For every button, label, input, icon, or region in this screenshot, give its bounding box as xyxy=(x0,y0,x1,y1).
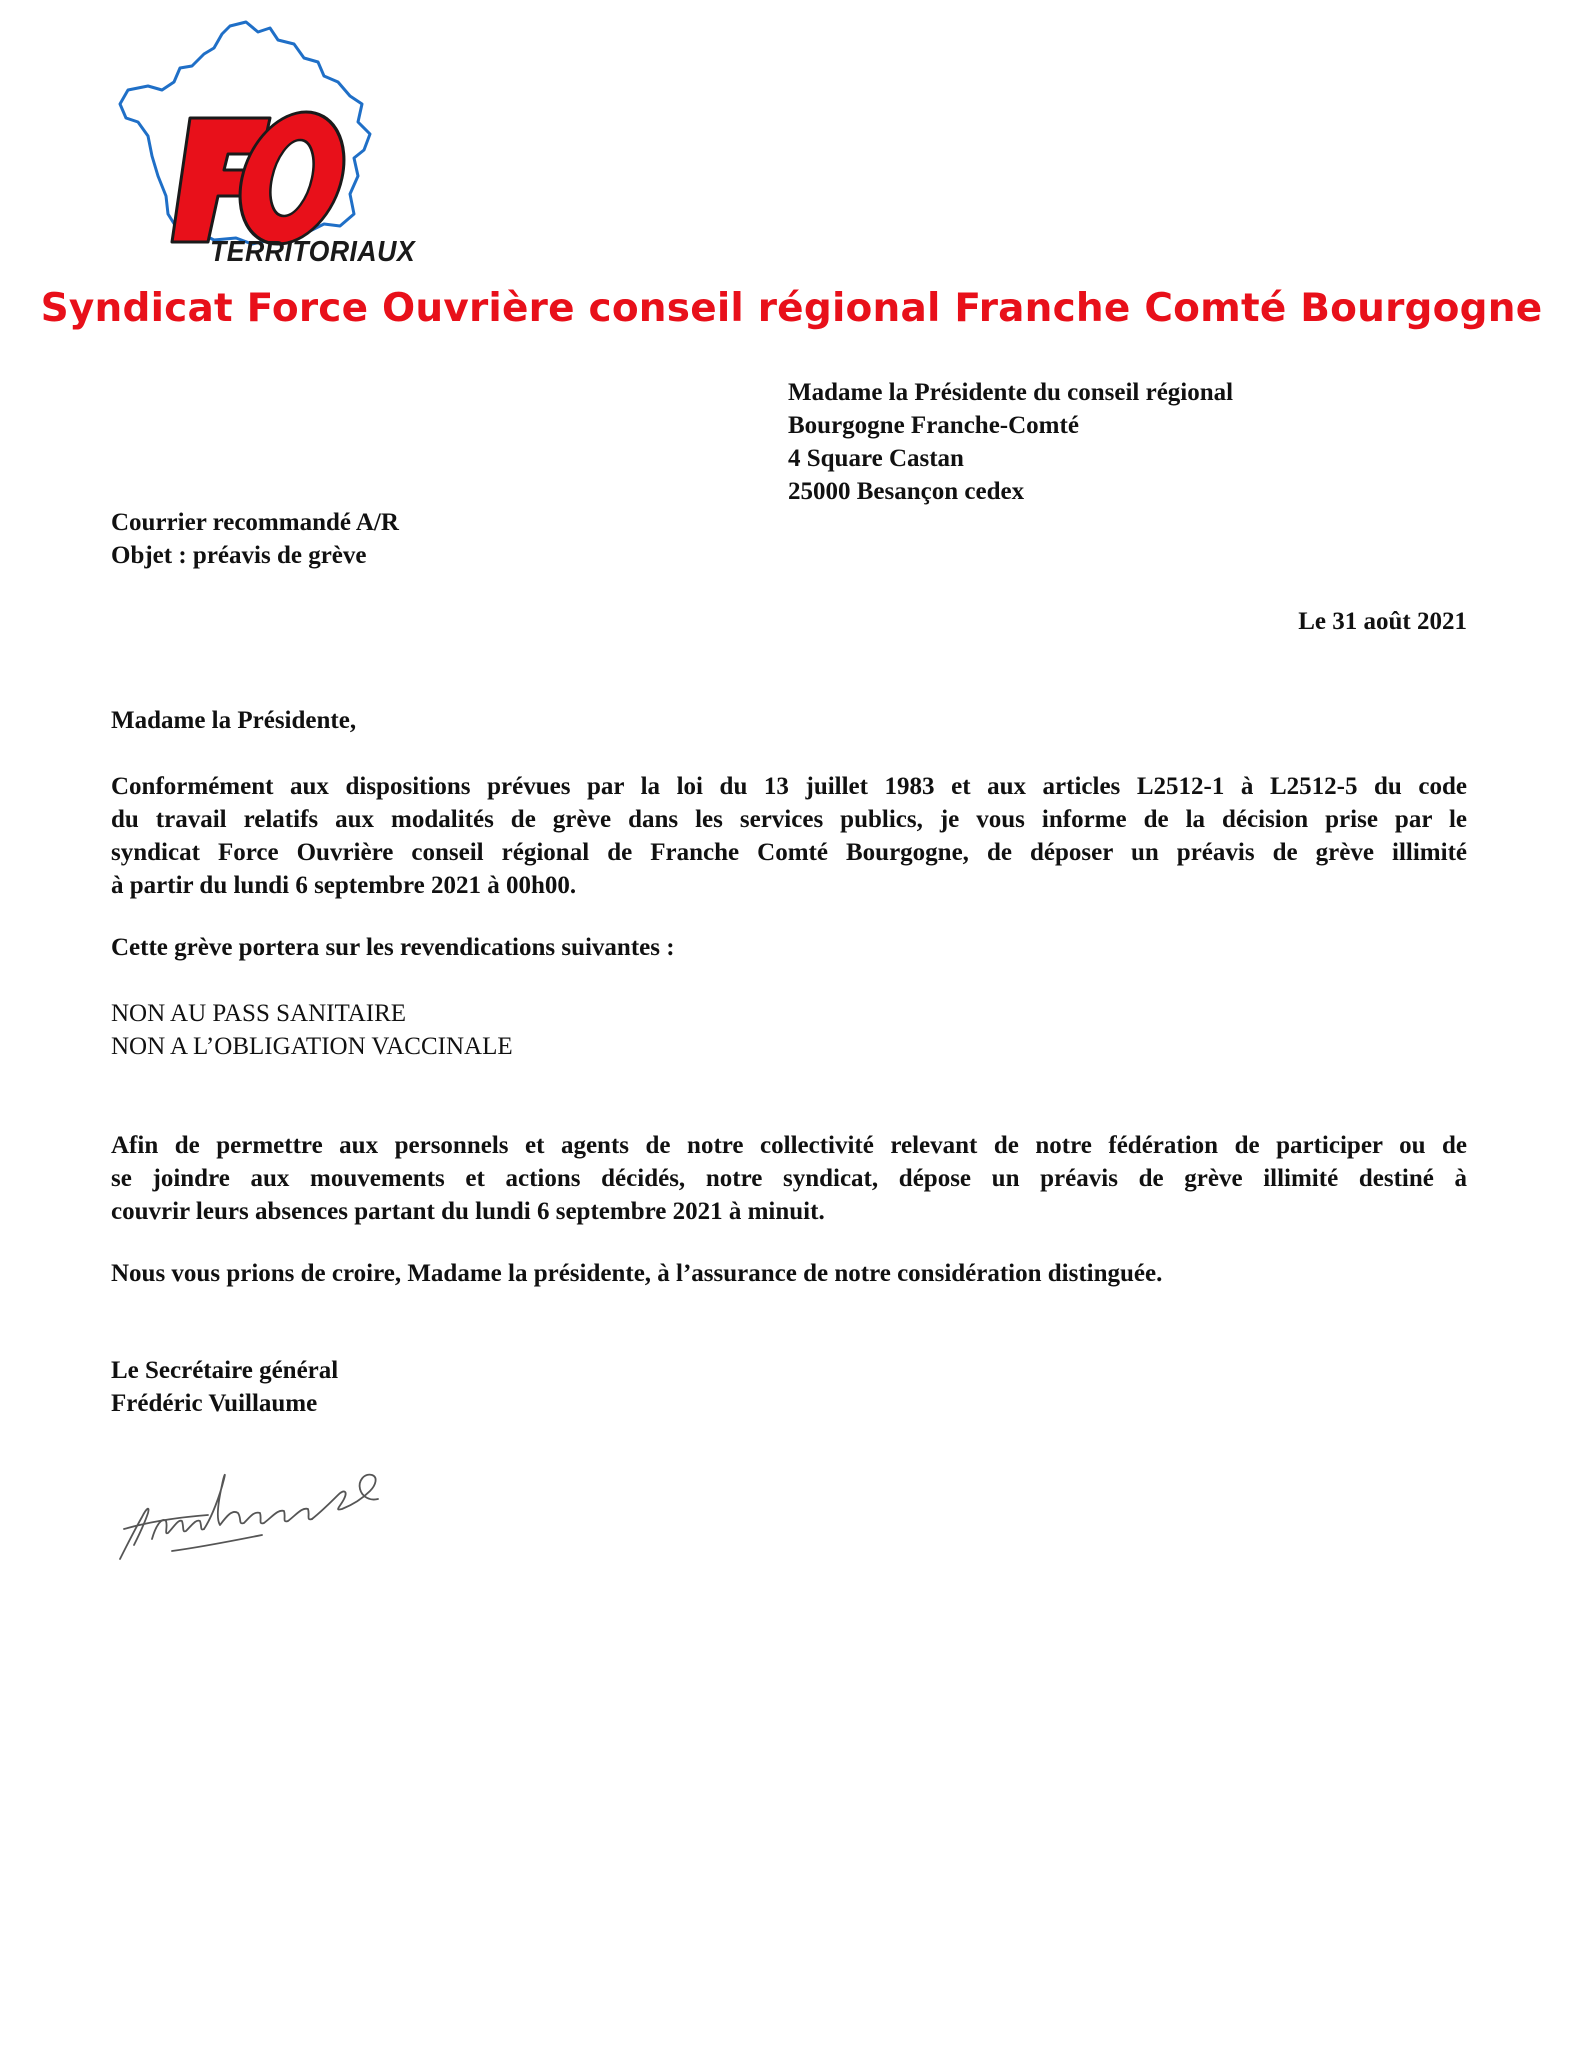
logo-subtitle: TERRITORIAUX xyxy=(210,236,416,268)
salutation: Madame la Présidente, xyxy=(111,707,357,734)
mail-type: Courrier recommandé A/R xyxy=(111,509,399,536)
signer-block xyxy=(111,1354,338,1420)
recipient-address xyxy=(788,376,1488,508)
paragraph-line: couvrir leurs absences partant du lundi 6 septembre 2021 à minuit. xyxy=(111,1198,825,1225)
paragraph-line: du travail relatifs aux modalités de grève dans les services publics, je vous informe de la décision prise par le xyxy=(111,806,1467,833)
demand-item: NON A L’OBLIGATION VACCINALE xyxy=(111,1033,513,1060)
recipient-line: Madame la Présidente du conseil régional xyxy=(788,379,1234,406)
signer-name: Frédéric Vuillaume xyxy=(111,1390,318,1417)
france-map-icon xyxy=(118,18,438,273)
recipient-line: 4 Square Castan xyxy=(788,445,964,472)
paragraph-line: se joindre aux mouvements et actions décidés, notre syndicat, dépose un préavis de grève illimité destiné à xyxy=(111,1165,1467,1192)
paragraph-coverage xyxy=(111,1129,1467,1228)
paragraph-line: syndicat Force Ouvrière conseil régional de Franche Comté Bourgogne, de déposer un préavis de grève illimité xyxy=(111,839,1467,866)
subject-line: Objet : préavis de grève xyxy=(111,542,367,569)
letter-meta xyxy=(111,506,811,572)
paragraph-line: Conformément aux dispositions prévues par la loi du 13 juillet 1983 et aux articles L2512-1 à L2512-5 du code xyxy=(111,773,1467,800)
paragraph-line: Afin de permettre aux personnels et agents de notre collectivité relevant de notre fédération de participer ou de xyxy=(111,1132,1467,1159)
paragraph-demands-intro: Cette grève portera sur les revendications suivantes : xyxy=(111,934,675,961)
paragraph-line: à partir du lundi 6 septembre 2021 à 00h00. xyxy=(111,872,577,899)
demand-item: NON AU PASS SANITAIRE xyxy=(111,1000,407,1027)
handwritten-signature-icon xyxy=(112,1455,382,1565)
letter-date: Le 31 août 2021 xyxy=(1298,608,1467,635)
paragraph-closing: Nous vous prions de croire, Madame la présidente, à l’assurance de notre considération distinguée. xyxy=(111,1260,1163,1287)
signer-title: Le Secrétaire général xyxy=(111,1357,339,1384)
recipient-line: Bourgogne Franche-Comté xyxy=(788,412,1079,439)
fo-territoriaux-logo xyxy=(118,18,438,273)
paragraph-notice xyxy=(111,770,1467,902)
recipient-line: 25000 Besançon cedex xyxy=(788,478,1025,505)
demands-list xyxy=(111,997,1467,1063)
union-banner-title: Syndicat Force Ouvrière conseil régional Franche Comté Bourgogne xyxy=(40,286,1543,331)
